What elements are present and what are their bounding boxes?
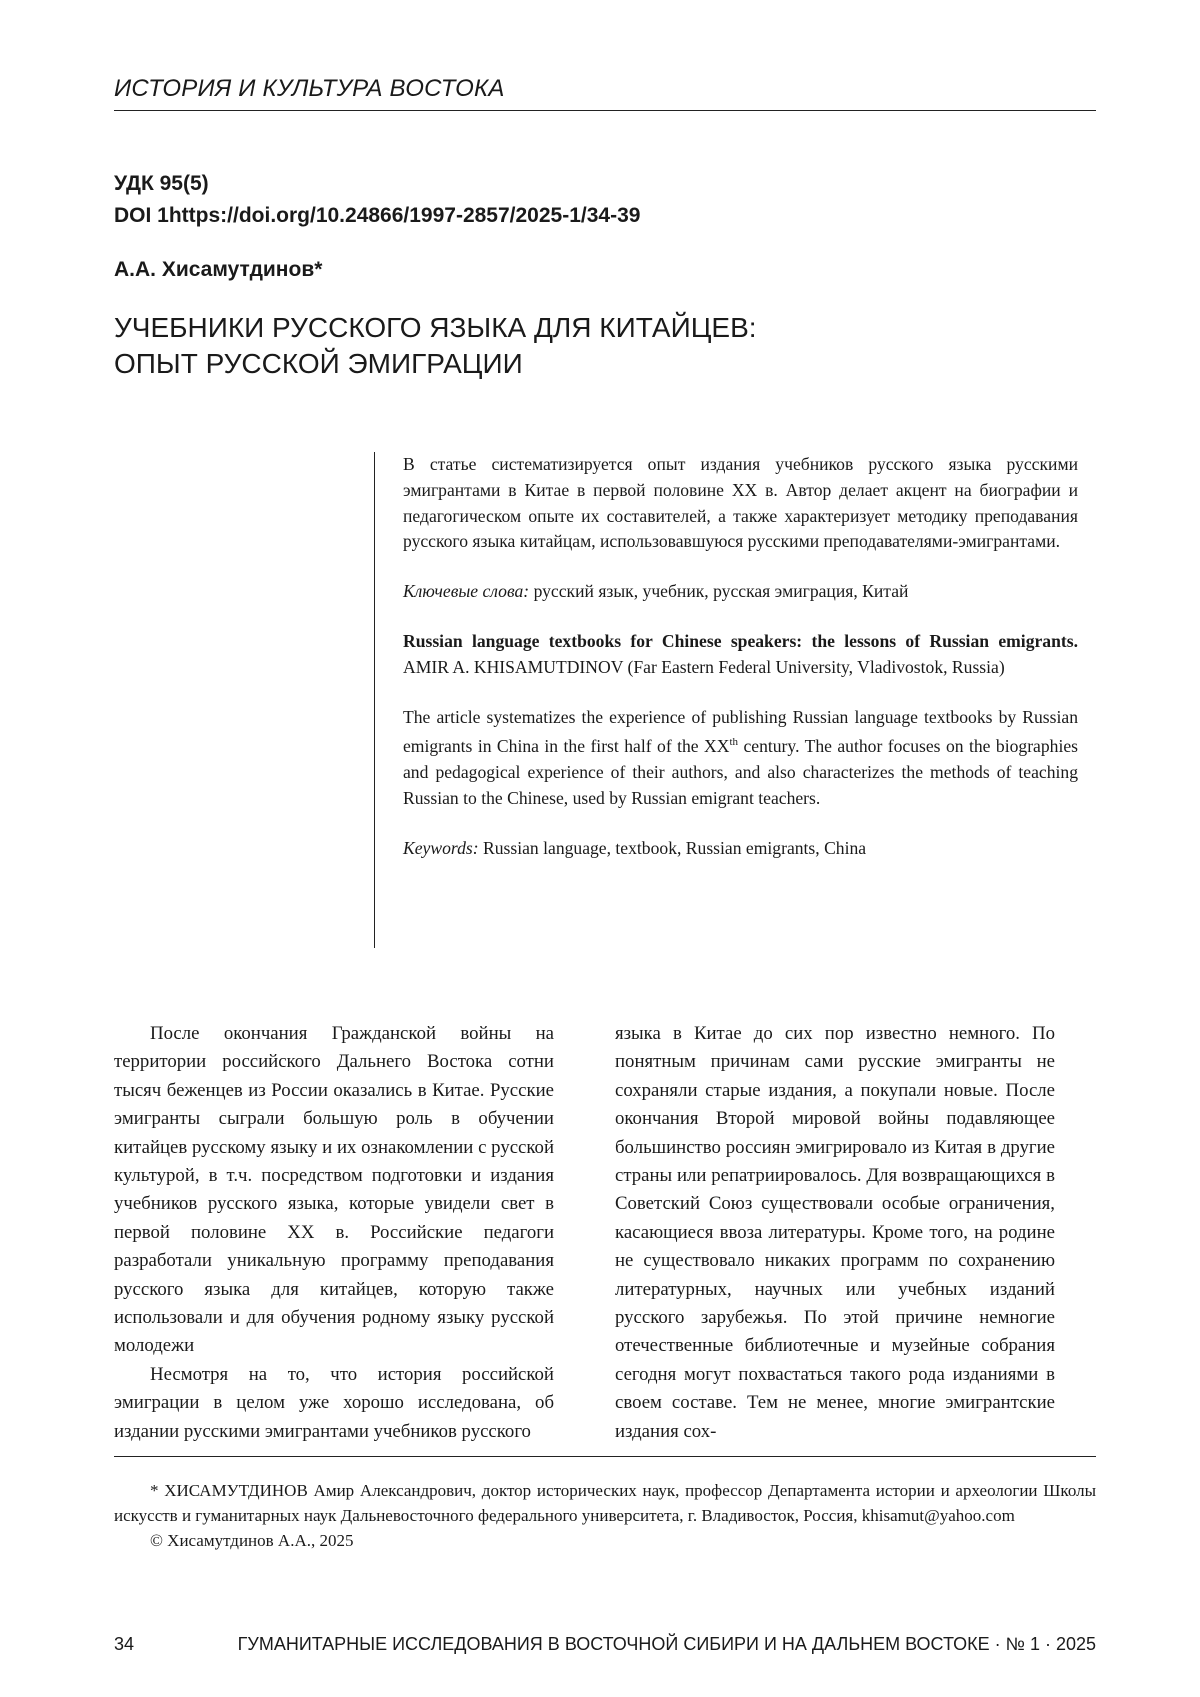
- author-name: А.А. Хисамутдинов*: [114, 258, 323, 281]
- article-title: [114, 310, 1014, 382]
- article-title-line-2: ОПЫТ РУССКОЙ ЭМИГРАЦИИ: [114, 348, 523, 379]
- keywords-en: [403, 836, 1078, 862]
- abstract-en-part-1: The article systematizes the experience of publishing Russian language textbooks by Russian emigrants in China in the first half of the XX: [403, 706, 1078, 757]
- abstract-en-part-2: century. The author focuses on the biographies and pedagogical experience of their authors, and also characterizes the methods of teaching Russian to the Chinese, used by Russian emigrant teachers.: [403, 736, 1078, 808]
- body-paragraph-3: языка в Китае до сих пор известно немного. По понятным причинам сами русские эмигранты не сохраняли старые издания, а покупали новые. После окончания Второй мировой войны подавляющее большинство россиян эмигрировало из Китая в другие страны или репатриировалось. Для возвращающихся в Советский Союз существовали особые ограничения, касающиеся ввоза литературы. Кроме того, на родине не существовало никаких программ по сохранению литературных, научных или учебных изданий русского зарубежья. По этой причине немногие отечественные библиотечные и музейные собрания сегодня могут похвастаться такого рода изданиями в своем составе. Тем не менее, многие эмигрантские издания сох-: [615, 1023, 1055, 1442]
- body-paragraph-1: После окончания Гражданской войны на территории российского Дальнего Востока сотни тысяч беженцев из России оказались в Китае. Русские эмигранты сыграли большую роль в обучении китайцев русскому языку и их ознакомлении с русской культурой, в т.ч. посредством подготовки и издания учебников русского языка, которые увидели свет в первой половине XX в. Российские педагоги разработали уникальную программу преподавания русского языка для китайцев, которую также использовали и для обучения родному языку русской молодежи: [114, 1023, 554, 1357]
- body-column-right: [615, 1020, 1055, 1446]
- footnote: [114, 1478, 1096, 1553]
- english-title-block: [403, 629, 1078, 681]
- keywords-ru-values: русский язык, учебник, русская эмиграция, Китай: [533, 581, 909, 602]
- running-head: ИСТОРИЯ И КУЛЬТУРА ВОСТОКА: [114, 74, 1096, 111]
- keywords-ru-label: Ключевые слова:: [403, 581, 530, 602]
- article-title-line-1: УЧЕБНИКИ РУССКОГО ЯЗЫКА ДЛЯ КИТАЙЦЕВ:: [114, 312, 757, 343]
- abstract-en-sup: th: [729, 736, 739, 749]
- page-number: 34: [114, 1634, 135, 1654]
- footnote-divider: [114, 1456, 1096, 1457]
- udk-code: УДК 95(5): [114, 172, 209, 195]
- journal-name: ГУМАНИТАРНЫЕ ИССЛЕДОВАНИЯ В ВОСТОЧНОЙ СИБИРИ И НА ДАЛЬНЕМ ВОСТОКЕ · № 1 · 2025: [237, 1634, 1096, 1654]
- body-paragraph-2: Несмотря на то, что история российской эмиграции в целом уже хорошо исследована, об издании русскими эмигрантами учебников русского: [114, 1363, 554, 1442]
- abstract-block: [374, 452, 1078, 948]
- abstract-ru: В статье систематизируется опыт издания учебников русского языка русскими эмигрантами в Китае в первой половине XX в. Автор делает акцент на биографии и педагогическом опыте их составителей, а также характеризует методику преподавания русского языка китайцам, использовавшуюся русскими преподавателями-эмигрантами.: [403, 454, 1078, 552]
- doi-link[interactable]: DOI 1https://doi.org/10.24866/1997-2857/2025-1/34-39: [114, 204, 641, 227]
- english-title: Russian language textbooks for Chinese speakers: the lessons of Russian emigrants.: [403, 630, 1078, 651]
- keywords-ru: [403, 579, 1078, 605]
- english-author: AMIR A. KHISAMUTDINOV (Far Eastern Federal University, Vladivostok, Russia): [403, 656, 1005, 677]
- keywords-en-label: Keywords:: [403, 837, 479, 858]
- footnote-copyright: © Хисамутдинов А.А., 2025: [150, 1531, 354, 1550]
- abstract-en: [403, 705, 1078, 812]
- body-column-left: [114, 1020, 554, 1446]
- keywords-en-values: Russian language, textbook, Russian emigrants, China: [483, 837, 867, 858]
- footnote-author-info: * ХИСАМУТДИНОВ Амир Александрович, доктор исторических наук, профессор Департамента истории и археологии Школы искусств и гуманитарных наук Дальневосточного федерального университета, г. Владивосток, Россия, khisamut@yahoo.com: [114, 1481, 1096, 1525]
